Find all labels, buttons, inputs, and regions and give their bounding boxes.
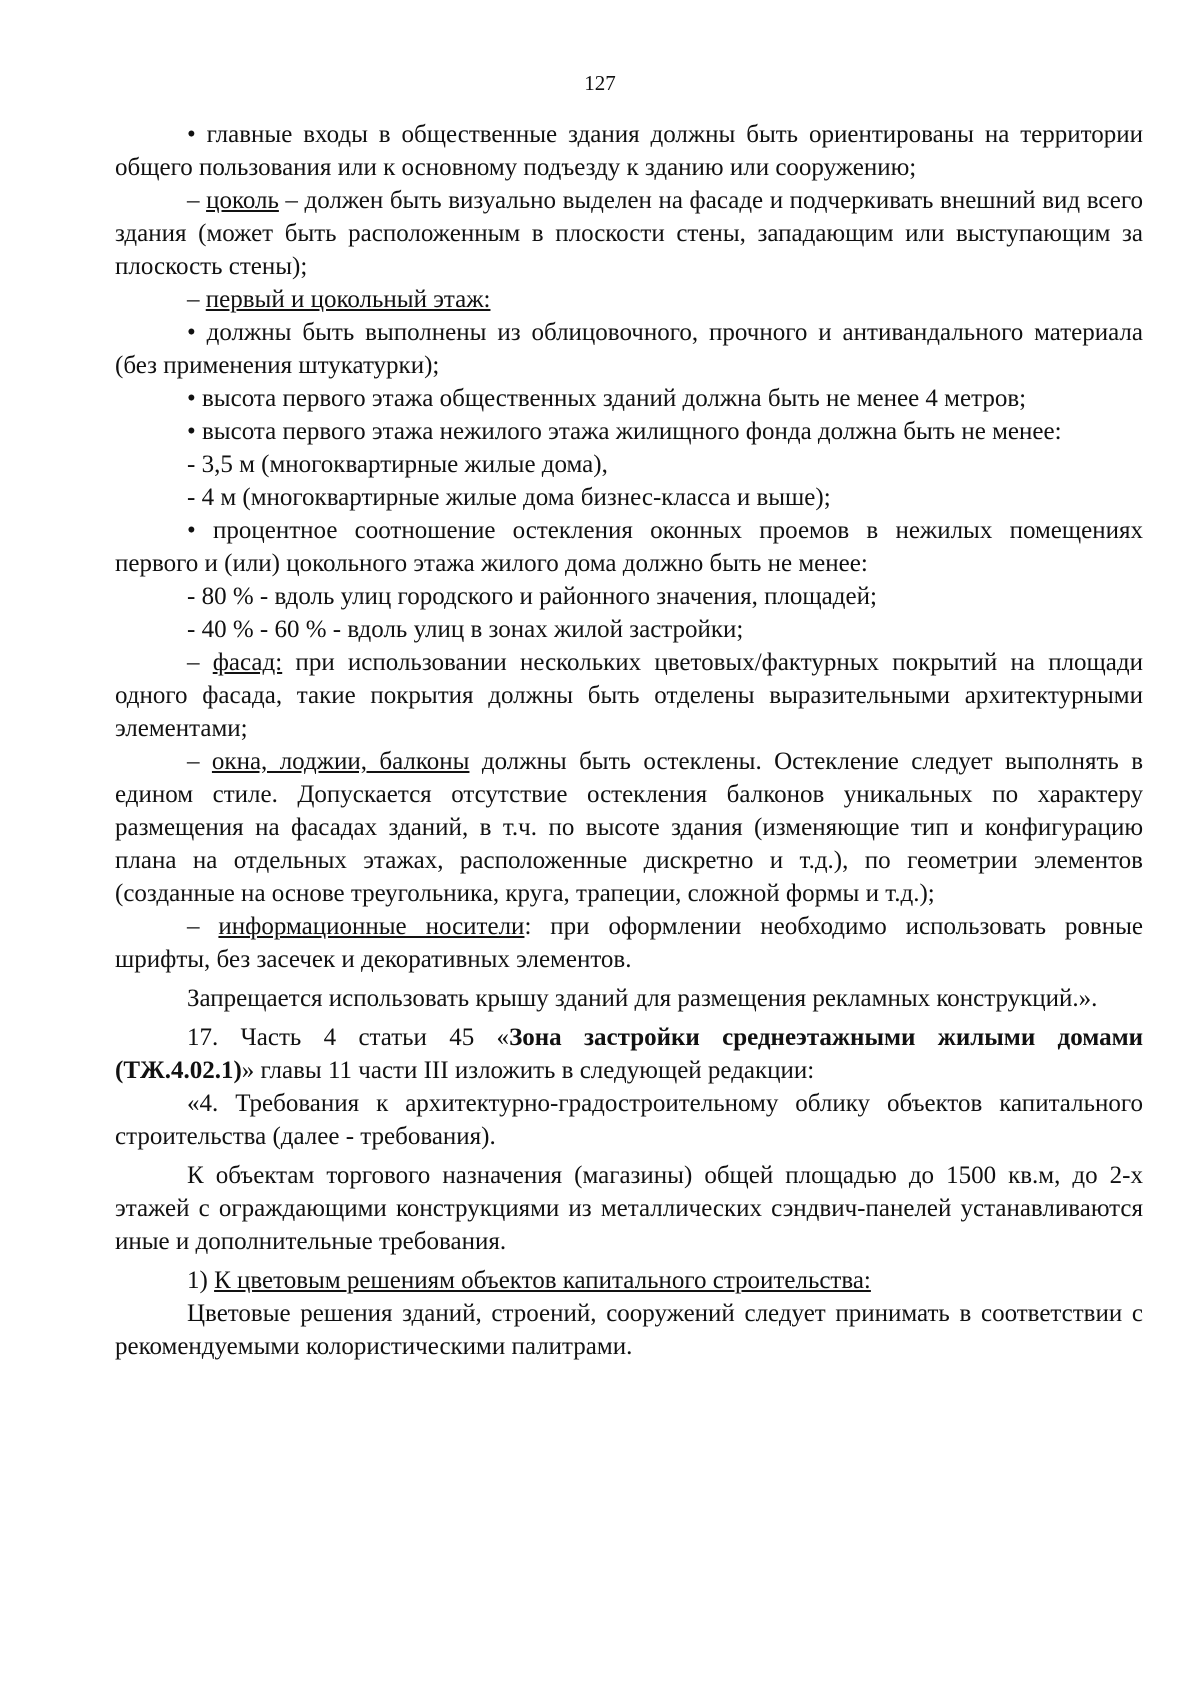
paragraph-text: должны быть остеклены. Остекление следует выполнять в едином стиле. Допускается отсутствие остекления балконов уникальных по характеру размещения на фасадах зданий, в т.ч. по высоте здания (изменяющие тип и конфигурацию плана на отдельных этажах, расположенные дискретно и т.д.), по геометрии элементов (созданные на основе треугольника, круга, трапеции, сложной формы и т.д.); [115,748,1143,907]
term-first-floor: первый и цокольный этаж: [205,286,491,313]
paragraph-retail-objects: К объектам торгового назначения (магазины) общей площадью до 1500 кв.м, до 2-х этажей с ограждающими конструкциями из металлических сэндвич-панелей устанавливаются иные и дополнительные требования. [115,1162,1143,1255]
paragraph-text: : при оформлении необходимо использовать ровные шрифты, без засечек и декоративных элементов. [115,913,1144,973]
dash-prefix: – [187,748,212,775]
list-item-height-4: - 4 м (многоквартирные жилые дома бизнес-класса и выше); [187,484,831,511]
paragraph-color-solutions-heading [115,1264,1143,1297]
paragraph-main-entrances: • главные входы в общественные здания должны быть ориентированы на территории общего пользования или к основному подъезду к зданию или сооружению; [115,121,1143,181]
paragraph-requirements-intro: «4. Требования к архитектурно-градостроительному облику объектов капитального строительства (далее - требования). [115,1090,1143,1150]
paragraph-article-45-amendment [115,1021,1143,1087]
term-color-solutions: К цветовым решениям объектов капитального строительства: [214,1267,871,1294]
paragraph-glazing-ratio: • процентное соотношение остекления оконных проемов в нежилых помещениях первого и (или) цокольного этажа жилого дома должно быть не менее: [115,517,1143,577]
dash-prefix: – [187,649,213,676]
paragraph-color-palettes: Цветовые решения зданий, строений, сооружений следует принимать в соответствии с рекомендуемыми колористическими палитрами. [115,1300,1143,1360]
term-information-carriers: информационные носители [218,913,525,940]
list-item-glazing-40-60: - 40 % - 60 % - вдоль улиц в зонах жилой застройки; [187,616,744,643]
page-number: 127 [584,71,616,95]
paragraph-roof-advertising: Запрещается использовать крышу зданий для размещения рекламных конструкций.». [187,985,1098,1012]
paragraph-text: при использовании нескольких цветовых/фактурных покрытий на площади одного фасада, такие покрытия должны быть отделены выразительными архитектурными элементами; [115,649,1143,742]
dash-prefix: – [187,913,219,940]
term-facade: фасад: [212,649,283,676]
paragraph-facade [115,646,1143,745]
paragraph-non-residential-height: • высота первого этажа нежилого этажа жилищного фонда должна быть не менее: [187,418,1062,445]
document-body [115,118,1143,1363]
paragraph-text: » главы 11 части III изложить в следующей редакции: [241,1057,815,1084]
dash-prefix: – [187,187,207,214]
paragraph-windows-balconies [115,745,1143,910]
term-plinth: цоколь [206,187,279,214]
zone-title: Зона застройки среднеэтажными жилыми домами (ТЖ.4.02.1) [115,1024,1144,1084]
term-windows-balconies: окна, лоджии, балконы [211,748,470,775]
list-number: 1) [187,1267,215,1294]
paragraph-text: – должен быть визуально выделен на фасаде и подчеркивать внешний вид всего здания (может быть расположенным в плоскости стены, западающим или выступающим за плоскость стены); [115,187,1143,280]
list-item-height-3-5: - 3,5 м (многоквартирные жилые дома), [187,451,608,478]
paragraph-first-floor-heading [115,283,1143,316]
paragraph-information-carriers [115,910,1143,976]
paragraph-public-building-height: • высота первого этажа общественных зданий должна быть не менее 4 метров; [187,385,1027,412]
dash-prefix: – [187,286,206,313]
list-item-glazing-80: - 80 % - вдоль улиц городского и районного значения, площадей; [187,583,877,610]
paragraph-plinth [115,184,1143,283]
paragraph-cladding: • должны быть выполнены из облицовочного, прочного и антивандального материала (без применения штукатурки); [115,319,1143,379]
paragraph-text: 17. Часть 4 статьи 45 « [187,1024,510,1051]
